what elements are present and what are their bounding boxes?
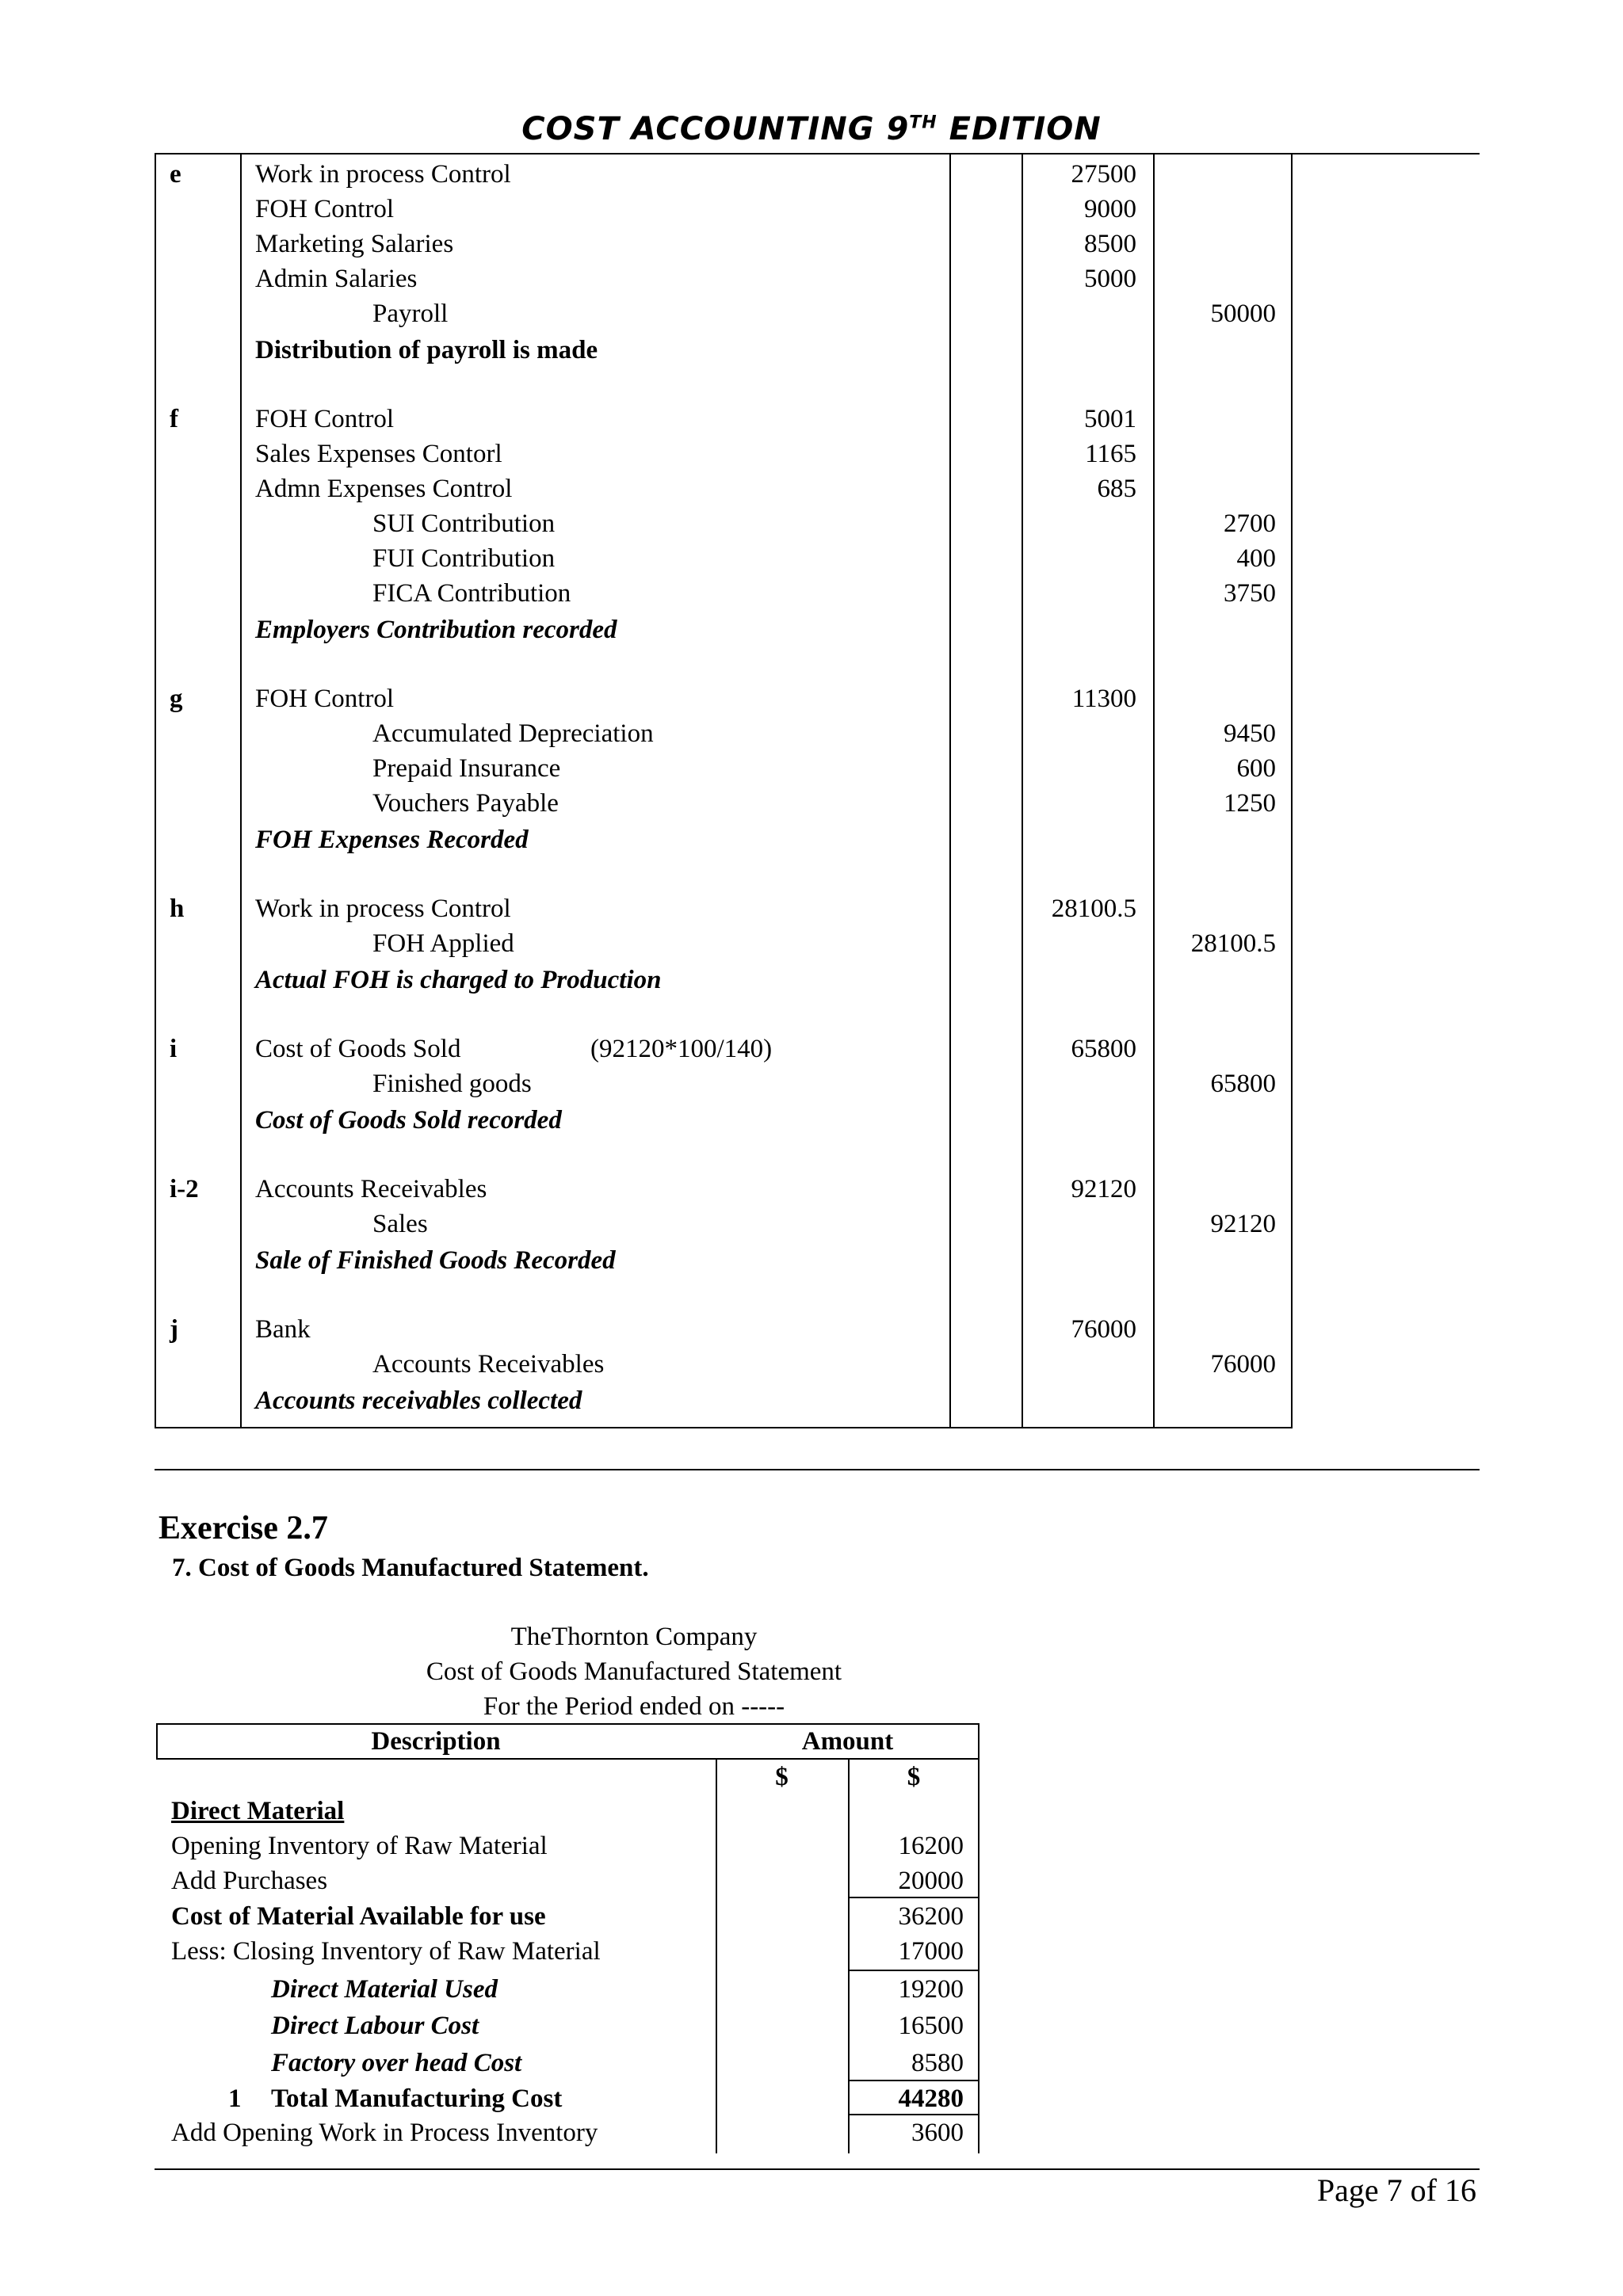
credit-amount: 600 [1236, 754, 1276, 783]
header-title-end: EDITION [937, 111, 1102, 147]
journal-border-bottom [155, 1427, 1293, 1428]
col-currency-1: $ [775, 1763, 789, 1791]
entry-account: Accounts Receivables [372, 1350, 605, 1379]
journal-divider-id [240, 153, 242, 1428]
entry-account: FOH Control [255, 195, 395, 223]
entry-account: Payroll [372, 299, 449, 328]
debit-amount: 92120 [1071, 1175, 1136, 1203]
credit-amount: 92120 [1210, 1210, 1276, 1238]
statement-amount-2: 19200 [898, 1975, 964, 2004]
entry-narration: Distribution of payroll is made [255, 336, 598, 364]
entry-note: (92120*100/140) [590, 1035, 773, 1063]
debit-amount: 65800 [1071, 1035, 1136, 1063]
entry-account: Accumulated Depreciation [372, 719, 654, 748]
exercise-title: Exercise 2.7 [158, 1510, 328, 1547]
statement-row-label: Direct Material [171, 1797, 345, 1825]
entry-id: f [170, 405, 178, 433]
statement-row-label: Total Manufacturing Cost [271, 2084, 563, 2113]
debit-amount: 5000 [1084, 265, 1136, 293]
entry-account: Vouchers Payable [372, 789, 559, 818]
header-title-sup: TH [909, 113, 938, 133]
debit-amount: 28100.5 [1051, 894, 1136, 923]
statement-row-label: Less: Closing Inventory of Raw Material [171, 1937, 601, 1966]
debit-amount: 1165 [1085, 440, 1136, 468]
statement-amount-2: 17000 [898, 1937, 964, 1966]
statement-period: For the Period ended on ----- [483, 1692, 785, 1721]
header-rule [155, 153, 1480, 154]
debit-amount: 76000 [1071, 1315, 1136, 1344]
sum-rule-2 [848, 1970, 980, 1971]
debit-amount: 5001 [1084, 405, 1136, 433]
entry-account: Accounts Receivables [255, 1175, 487, 1203]
statement-amount-2: 8580 [911, 2049, 964, 2077]
entry-id: i [170, 1035, 178, 1063]
entry-account: Bank [255, 1315, 311, 1344]
entry-id: j [170, 1315, 178, 1344]
company-name: TheThornton Company [510, 1623, 758, 1651]
journal-border-left [155, 153, 156, 1428]
debit-amount: 8500 [1084, 230, 1136, 258]
entry-narration: Cost of Goods Sold recorded [255, 1106, 562, 1135]
statement-row-label: Cost of Material Available for use [171, 1902, 546, 1931]
entry-narration: Sale of Finished Goods Recorded [255, 1246, 616, 1275]
journal-divider-debit [1153, 153, 1155, 1428]
entry-account: Work in process Control [255, 160, 511, 189]
journal-divider-lf [1022, 153, 1023, 1428]
statement-amount-2: 16200 [898, 1832, 964, 1860]
statement-row-number: 1 [228, 2084, 242, 2113]
statement-divider-desc [716, 1758, 717, 2153]
entry-account: FOH Control [255, 685, 395, 713]
statement-amount-2: 44280 [898, 2084, 964, 2113]
entry-account: FICA Contribution [372, 579, 571, 608]
entry-narration: Accounts receivables collected [255, 1386, 582, 1415]
entry-account: Finished goods [372, 1070, 532, 1098]
statement-amount-2: 3600 [911, 2119, 964, 2147]
statement-row-label: Add Purchases [171, 1867, 328, 1895]
footer-rule [155, 2168, 1480, 2170]
statement-row-label: Direct Labour Cost [271, 2012, 479, 2040]
debit-amount: 11300 [1071, 685, 1136, 713]
entry-account: Cost of Goods Sold [255, 1035, 461, 1063]
statement-row-label: Add Opening Work in Process Inventory [171, 2119, 598, 2147]
statement-row-label: Factory over head Cost [271, 2049, 522, 2077]
entry-id: g [170, 685, 183, 713]
col-currency-2: $ [907, 1763, 921, 1791]
entry-account: Prepaid Insurance [372, 754, 561, 783]
exercise-subtitle: 7. Cost of Goods Manufactured Statement. [172, 1554, 649, 1582]
credit-amount: 65800 [1210, 1070, 1276, 1098]
page-number: Page 7 of 16 [1316, 2172, 1476, 2208]
credit-amount: 3750 [1224, 579, 1276, 608]
credit-amount: 9450 [1224, 719, 1276, 748]
entry-narration: FOH Expenses Recorded [255, 826, 529, 854]
journal-divider-desc [949, 153, 951, 1428]
entry-account: Sales Expenses Contorl [255, 440, 502, 468]
statement-title: Cost of Goods Manufactured Statement [426, 1657, 842, 1686]
debit-amount: 685 [1097, 475, 1136, 503]
debit-amount: 27500 [1071, 160, 1136, 189]
credit-amount: 28100.5 [1190, 929, 1276, 958]
entry-account: Admn Expenses Control [255, 475, 513, 503]
entry-narration: Actual FOH is charged to Production [255, 966, 662, 994]
entry-account: FOH Control [255, 405, 395, 433]
credit-amount: 2700 [1224, 509, 1276, 538]
credit-amount: 76000 [1210, 1350, 1276, 1379]
credit-amount: 1250 [1224, 789, 1276, 818]
debit-amount: 9000 [1084, 195, 1136, 223]
entry-narration: Employers Contribution recorded [255, 616, 617, 644]
statement-row-label: Opening Inventory of Raw Material [171, 1832, 548, 1860]
entry-account: Sales [372, 1210, 428, 1238]
entry-account: SUI Contribution [372, 509, 556, 538]
entry-id: e [170, 160, 181, 189]
statement-amount-2: 20000 [898, 1867, 964, 1895]
col-description: Description [371, 1727, 501, 1756]
entry-account: FUI Contribution [372, 544, 556, 573]
entry-account: Admin Salaries [255, 265, 418, 293]
header-title: COST ACCOUNTING 9 [521, 111, 910, 147]
statement-divider-amount [848, 1758, 850, 2153]
credit-amount: 50000 [1210, 299, 1276, 328]
entry-account: Work in process Control [255, 894, 511, 923]
entry-id: h [170, 894, 185, 923]
journal-border-right [1291, 153, 1293, 1428]
section-rule [155, 1469, 1480, 1470]
statement-amount-2: 16500 [898, 2012, 964, 2040]
entry-account: Marketing Salaries [255, 230, 454, 258]
entry-account: FOH Applied [372, 929, 514, 958]
entry-id: i-2 [170, 1175, 199, 1203]
statement-amount-2: 36200 [898, 1902, 964, 1931]
credit-amount: 400 [1236, 544, 1276, 573]
page-header [0, 111, 1623, 147]
col-amount: Amount [801, 1727, 894, 1756]
statement-row-label: Direct Material Used [271, 1975, 498, 2004]
